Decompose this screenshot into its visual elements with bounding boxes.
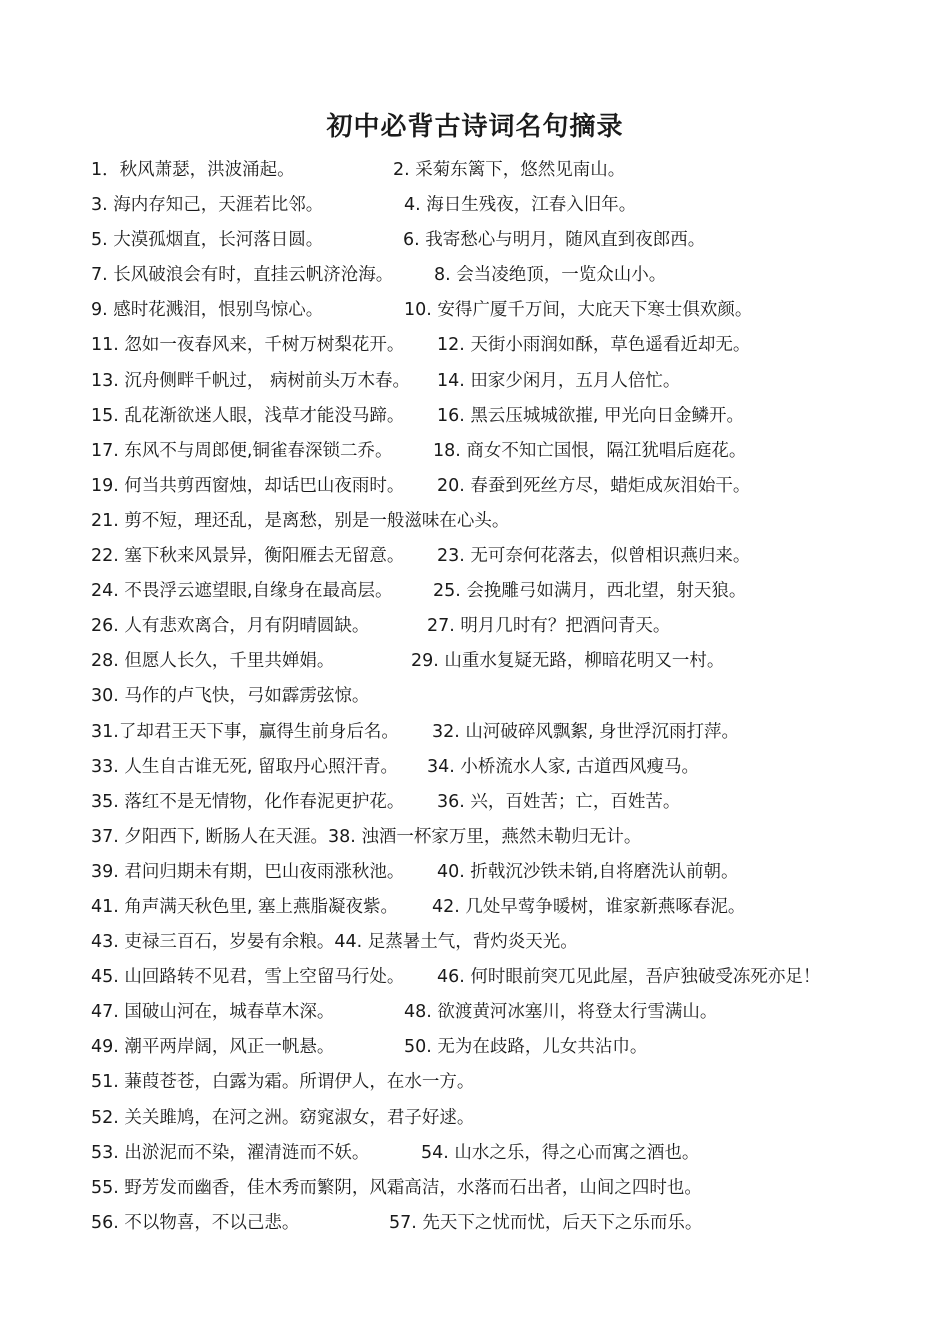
verse-row <box>91 890 931 925</box>
verse-row <box>91 399 931 434</box>
verse-line: 41. 角声满天秋色里, 塞上燕脂凝夜紫。 <box>91 896 399 917</box>
verse-line: 39. 君问归期未有期，巴山夜雨涨秋池。 <box>91 861 405 882</box>
verse-row <box>91 644 931 679</box>
verse-row <box>91 258 931 293</box>
verse-line: 27. 明月几时有？把酒问青天。 <box>427 616 671 637</box>
verse-line: 1．秋风萧瑟，洪波涌起。 <box>91 160 295 180</box>
verse-line: 30. 马作的卢飞快，弓如霹雳弦惊。 <box>91 686 370 707</box>
verse-line: 33. 人生自古谁无死, 留取丹心照汗青。 <box>91 756 399 777</box>
verse-line: 34. 小桥流水人家, 古道西风瘦马。 <box>427 756 700 777</box>
verse-line: 24. 不畏浮云遮望眼,自缘身在最高层。 <box>91 581 393 602</box>
verse-row <box>91 609 931 644</box>
verse-row <box>91 153 931 188</box>
verse-line: 20. 春蚕到死丝方尽，蜡炬成灰泪始干。 <box>437 475 751 496</box>
verse-row <box>91 785 931 820</box>
verse-line: 54. 山水之乐，得之心而寓之酒也。 <box>421 1142 700 1163</box>
verse-line: 31.了却君王天下事，赢得生前身后名。 <box>91 721 399 742</box>
verse-row <box>91 574 931 609</box>
verse-line: 23. 无可奈何花落去，似曾相识燕归来。 <box>437 546 751 567</box>
verse-line: 18. 商女不知亡国恨，隔江犹唱后庭花。 <box>433 440 747 461</box>
verse-line: 25. 会挽雕弓如满月，西北望，射天狼。 <box>433 581 747 602</box>
verse-line: 37. 夕阳西下, 断肠人在天涯。38. 浊酒一杯家万里，燕然未勒归无计。 <box>91 826 642 847</box>
verse-line: 7. 长风破浪会有时，直挂云帆济沧海。 <box>91 265 394 286</box>
verse-line: 42. 几处早莺争暖树，谁家新燕啄春泥。 <box>432 896 746 917</box>
verse-line: 14. 田家少闲月，五月人倍忙。 <box>437 370 681 391</box>
verse-row <box>91 750 931 785</box>
verse-line: 36. 兴，百姓苦；亡，百姓苦。 <box>437 791 681 812</box>
verse-row <box>91 1136 931 1171</box>
verse-line: 3. 海内存知己，天涯若比邻。 <box>91 195 324 216</box>
verse-row <box>91 504 931 539</box>
verse-line: 15. 乱花渐欲迷人眼，浅草才能没马蹄。 <box>91 405 405 426</box>
verse-line: 49. 潮平两岸阔，风正一帆悬。 <box>91 1037 335 1058</box>
verse-row <box>91 1206 931 1241</box>
verse-row <box>91 328 931 363</box>
verse-line: 45. 山回路转不见君，雪上空留马行处。 <box>91 967 405 988</box>
verse-row <box>91 469 931 504</box>
verse-line: 40. 折戟沉沙铁未销,自将磨洗认前朝。 <box>437 861 739 882</box>
page-title: 初中必背古诗词名句摘录 <box>326 112 624 142</box>
verse-row <box>91 995 931 1030</box>
verse-line: 43. 吏禄三百石，岁晏有余粮。44. 足蒸暑土气，背灼炎天光。 <box>91 932 578 953</box>
verse-row <box>91 960 931 995</box>
verse-row <box>91 715 931 750</box>
verse-row <box>91 925 931 960</box>
verse-row <box>91 1171 931 1206</box>
verse-line: 51. 蒹葭苍苍，白露为霜。所谓伊人，在水一方。 <box>91 1072 475 1093</box>
verse-row <box>91 1030 931 1065</box>
verse-line: 35. 落红不是无情物，化作春泥更护花。 <box>91 791 405 812</box>
verse-line: 28. 但愿人长久，千里共婵娟。 <box>91 651 335 672</box>
verse-line: 46. 何时眼前突兀见此屋，吾庐独破受冻死亦足！ <box>437 967 821 988</box>
verse-line: 9. 感时花溅泪，恨别鸟惊心。 <box>91 300 324 321</box>
verse-line: 48. 欲渡黄河冰塞川，将登太行雪满山。 <box>404 1002 718 1023</box>
verse-line: 22. 塞下秋来风景异，衡阳雁去无留意。 <box>91 546 405 567</box>
verse-line: 29. 山重水复疑无路，柳暗花明又一村。 <box>411 651 725 672</box>
verse-line: 57. 先天下之忧而忧，后天下之乐而乐。 <box>389 1212 703 1233</box>
verse-row <box>91 1065 931 1100</box>
verse-row <box>91 188 931 223</box>
verse-line: 6. 我寄愁心与明月，随风直到夜郎西。 <box>403 230 706 251</box>
verse-row <box>91 539 931 574</box>
verse-line: 50. 无为在歧路，儿女共沾巾。 <box>404 1037 648 1058</box>
verse-line: 53. 出淤泥而不染，濯清涟而不妖。 <box>91 1142 370 1163</box>
verse-row <box>91 364 931 399</box>
verse-line: 47. 国破山河在，城春草木深。 <box>91 1002 335 1023</box>
verse-line: 12. 天街小雨润如酥，草色遥看近却无。 <box>437 335 751 356</box>
verse-list <box>91 153 931 1241</box>
verse-row <box>91 820 931 855</box>
verse-line: 4. 海日生残夜，江春入旧年。 <box>404 195 637 216</box>
verse-line: 32. 山河破碎风飘絮, 身世浮沉雨打萍。 <box>432 721 740 742</box>
verse-line: 19. 何当共剪西窗烛，却话巴山夜雨时。 <box>91 475 405 496</box>
verse-line: 5. 大漠孤烟直，长河落日圆。 <box>91 230 324 251</box>
verse-line: 26. 人有悲欢离合，月有阴晴圆缺。 <box>91 616 370 637</box>
verse-row <box>91 855 931 890</box>
verse-line: 13. 沉舟侧畔千帆过， 病树前头万木春。 <box>91 370 410 391</box>
verse-line: 11. 忽如一夜春风来，千树万树梨花开。 <box>91 335 405 356</box>
verse-line: 55. 野芳发而幽香，佳木秀而繁阴，风霜高洁，水落而石出者，山间之四时也。 <box>91 1177 702 1198</box>
verse-row <box>91 1101 931 1136</box>
verse-row <box>91 679 931 714</box>
verse-row <box>91 434 931 469</box>
verse-line: 2. 采菊东篱下，悠然见南山。 <box>393 160 626 180</box>
verse-line: 56. 不以物喜，不以己悲。 <box>91 1212 300 1233</box>
verse-row <box>91 223 931 258</box>
verse-line: 10. 安得广厦千万间，大庇天下寒士俱欢颜。 <box>404 300 753 321</box>
verse-line: 8. 会当凌绝顶，一览众山小。 <box>434 265 667 286</box>
verse-line: 17. 东风不与周郎便,铜雀春深锁二乔。 <box>91 440 393 461</box>
verse-line: 21. 剪不短，理还乱，是离愁，别是一般滋味在心头。 <box>91 510 510 531</box>
verse-line: 16. 黑云压城城欲摧, 甲光向日金鳞开。 <box>437 405 745 426</box>
verse-row <box>91 293 931 328</box>
verse-line: 52. 关关雎鸠，在河之洲。窈窕淑女，君子好逑。 <box>91 1107 475 1128</box>
